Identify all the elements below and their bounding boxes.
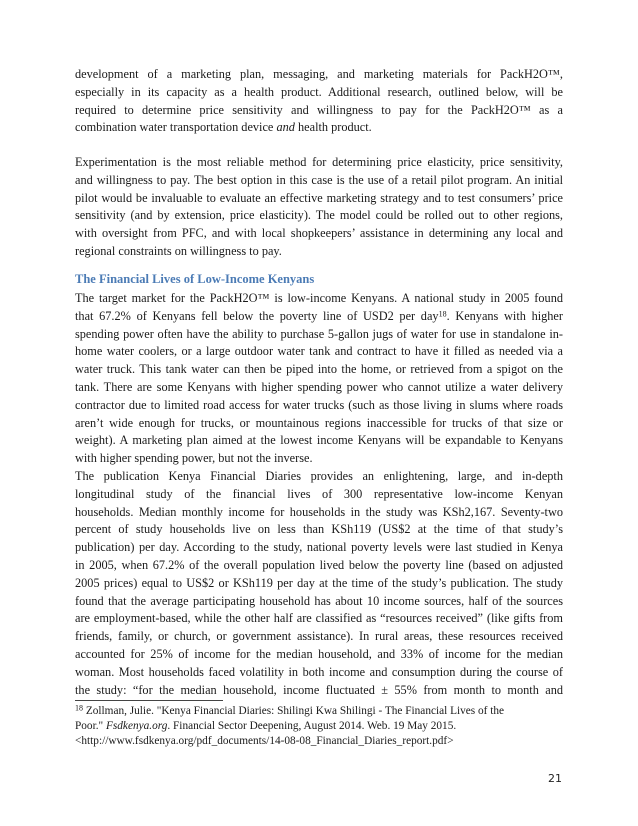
paragraph-line: the study: “for the median household, income fluctuated ± 55% from month to month and (75, 682, 563, 697)
paragraph-line: especially in its capacity as a health product. Additional research, outlined below, will be (75, 84, 563, 99)
paragraph-line: water truck. This tank water can then be piped into the home, or retrieved from a spigot on the (75, 362, 563, 377)
paragraph-line: found that the average participating household has about 10 income sources, half of the sources (75, 593, 563, 608)
paragraph-2 (75, 154, 563, 261)
paragraph-line: The publication Kenya Financial Diaries provides an enlightening, large, and in-depth (75, 469, 563, 483)
footnote-reference[interactable]: 18 (438, 309, 447, 319)
paragraph-line: sensitivity (and by extension, price elasticity). The model could be rolled out to other regions, (75, 208, 563, 223)
paragraph-line: spending power often have the ability to purchase 5-gallon jugs of water for use in standalone in- (75, 326, 563, 341)
paragraph-line: aren’t wide enough for trucks, or mountainous regions inaccessible for trucks of that size or (75, 415, 563, 430)
paragraph-line: publication) per day. According to the study, national poverty levels were last studied in Kenya (75, 540, 563, 555)
paragraph-line: The target market for the PackH2O™ is low-income Kenyans. A national study in 2005 found (75, 291, 563, 305)
paragraph-1 (75, 66, 563, 137)
paragraph-line: tank. There are some Kenyans with higher spending power who cannot utilize a water delivery (75, 379, 563, 394)
paragraph-line: development of a marketing plan, messaging, and marketing materials for PackH2O™, (75, 67, 563, 81)
paragraph-line: longitudinal study of the financial lives of 300 representative low-income Kenyan (75, 486, 563, 501)
paragraph-line: combination water transportation device and health product. (75, 120, 372, 135)
page-number: 21 (548, 772, 562, 785)
paragraph-line: friends, family, or church, or government assistance). In rural areas, these resources received (75, 629, 563, 644)
paragraph-line: regional constraints on willingness to pay. (75, 243, 282, 258)
paragraph-line: required to determine price sensitivity and willingness to pay for the PackH2O™ as a (75, 102, 563, 117)
paragraph-line: 2005 prices) equal to US$2 or KSh119 per day at the time of the study’s publication. The study (75, 575, 563, 590)
paragraph-line: are employment-based, while the other half are classified as “resources received” (like gifts from (75, 611, 563, 626)
paragraph-line: that 67.2% of Kenyans fell below the poverty line of USD2 per day$^{18}$. Kenyans with higher (75, 308, 563, 323)
footnote-source-italic: Fsdkenya.org (105, 720, 168, 733)
paragraph-line: weight). A marketing plan aimed at the lowest income Kenyans will be expandable to Kenyans (75, 433, 563, 448)
paragraph-line: accounted for 25% of income for the median household, and 33% of income for the median (75, 646, 563, 661)
paragraph-line: home water coolers, or a large outdoor water tank and contract to have it filled as needed via a (75, 344, 563, 359)
footnote-line: Poor." Fsdkenya.org. Financial Sector Deepening, August 2014. Web. 19 May 2015. (75, 720, 457, 733)
paragraph-line: with oversight from PFC, and with local shopkeepers’ assistance in determining any local and (75, 226, 563, 241)
paragraph-line: Experimentation is the most reliable method for determining price elasticity, price sensitivity, (75, 155, 563, 169)
footnote (75, 704, 563, 750)
paragraph-line: pilot would be invaluable to evaluate an effective marketing strategy and to test consumers’ price (75, 190, 563, 205)
emphasis-text: and (276, 120, 295, 135)
paragraph-line: and willingness to pay. The best option in this case is the use of a retail pilot program. An initial (75, 172, 563, 187)
paragraph-4 (75, 468, 563, 699)
section-heading: The Financial Lives of Low-Income Kenyans (75, 272, 315, 286)
footnote-marker: 18 (75, 703, 83, 713)
footnote-line: $^{18}$ Zollman, Julie. "Kenya Financial Diaries: Shilingi Kwa Shilingi - The Financial Lives of the (75, 703, 505, 717)
footnote-url[interactable]: <http://www.fsdkenya.org/pdf_documents/14-08-08_Financial_Diaries_report.pdf> (75, 735, 454, 748)
paragraph-line: woman. Most households faced volatility in both income and consumption during the course of (75, 664, 563, 679)
paragraph-line: with higher spending power, but not the inverse. (75, 451, 313, 466)
paragraph-line: households. Median monthly income for households in the study was KSh2,167. Seventy-two (75, 504, 563, 519)
paragraph-line: contractor due to limited road access for water trucks (such as those living in slums where roads (75, 397, 563, 412)
paragraph-line: percent of study households live on less than KSh119 (US$2 at the time of that study’s (75, 522, 563, 537)
paragraph-line: in 2005, when 67.2% of the overall population lived below the poverty line (based on adjusted (75, 557, 563, 572)
paragraph-3 (75, 290, 563, 468)
footnote-divider (75, 700, 223, 701)
